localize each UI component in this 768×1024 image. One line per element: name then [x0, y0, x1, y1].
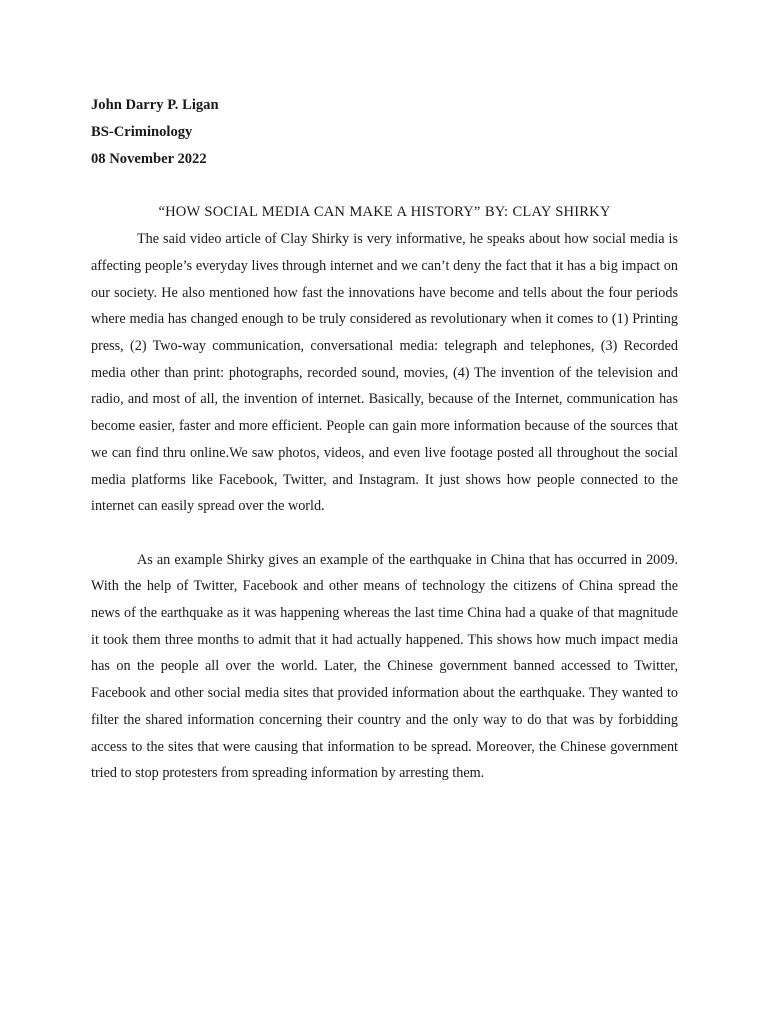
document-date: 08 November 2022: [91, 150, 207, 167]
document-header: [91, 92, 678, 172]
course-name: BS-Criminology: [91, 123, 193, 140]
document-title: “HOW SOCIAL MEDIA CAN MAKE A HISTORY” BY: CLAY SHIRKY: [158, 204, 611, 221]
body-paragraph-2: As an example Shirky gives an example of the earthquake in China that has occurred in 2009. With the help of Twitter, Facebook and other means of technology the citizens of China spread the news of the earthquake as it was happening whereas the last time China had a quake of that magnitude it took them three months to admit that it had actually happened. This shows how much impact media has on the people all over the world. Later, the Chinese government banned accessed to Twitter, Facebook and other social media sites that provided information about the earthquake. They wanted to filter the shared information concerning their country and the only way to do that was by forbidding access to the sites that were causing that information to be spread. Moreover, the Chinese government tried to stop protesters from spreading information by arresting them.: [91, 551, 678, 782]
body-paragraph-1: The said video article of Clay Shirky is very informative, he speaks about how social media is affecting people’s everyday lives through internet and we can’t deny the fact that it has a big impact on our society. He also mentioned how fast the innovations have become and tells about the four periods where media has changed enough to be truly considered as revolutionary when it comes to (1) Printing press, (2) Two-way communication, conversational media: telegraph and telephones, (3) Recorded media other than print: photographs, recorded sound, movies, (4) The invention of the television and radio, and most of all, the invention of internet. Basically, because of the Internet, communication has become easier, faster and more efficient. People can gain more information because of the sources that we can find thru online.We saw photos, videos, and even live footage posted all throughout the social media platforms like Facebook, Twitter, and Instagram. It just shows how people connected to the internet can easily spread over the world.: [91, 231, 678, 515]
author-name: John Darry P. Ligan: [91, 97, 219, 113]
